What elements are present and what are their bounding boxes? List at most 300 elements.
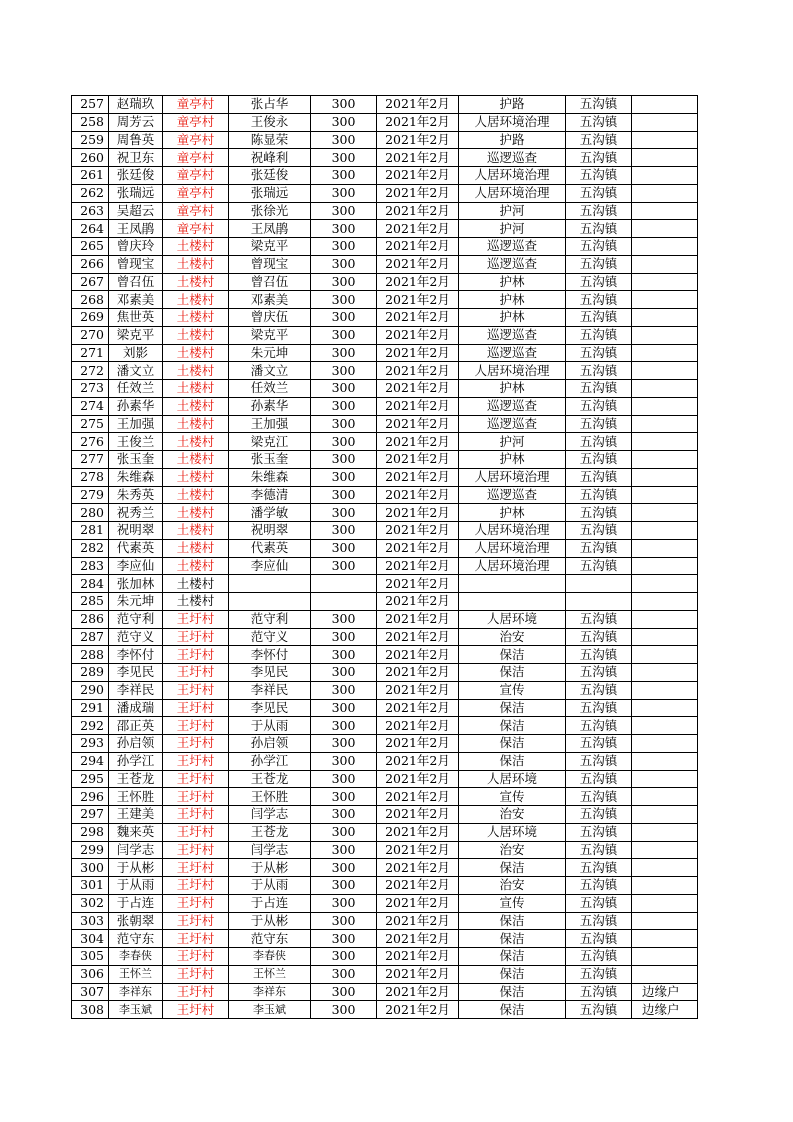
duty-cell: 人居环境治理: [459, 468, 566, 486]
row-number: 268: [72, 291, 109, 309]
town-cell: 五沟镇: [566, 735, 632, 753]
amount-cell: 300: [311, 149, 377, 167]
village-cell: 童亭村: [163, 113, 229, 131]
row-number: 298: [72, 823, 109, 841]
village-cell: 王圩村: [163, 788, 229, 806]
village-cell: 土楼村: [163, 397, 229, 415]
post-holder-cell: 张瑞远: [229, 184, 311, 202]
duty-cell: 人居环境: [459, 770, 566, 788]
post-holder-cell: 于从彬: [229, 912, 311, 930]
month-cell: 2021年2月: [377, 894, 459, 912]
name-cell: 张加林: [109, 575, 163, 593]
town-cell: 五沟镇: [566, 149, 632, 167]
amount-cell: 300: [311, 788, 377, 806]
table-row: [72, 770, 698, 788]
village-cell: 土楼村: [163, 593, 229, 611]
row-number: 280: [72, 504, 109, 522]
note-cell: [632, 930, 698, 948]
town-cell: 五沟镇: [566, 646, 632, 664]
duty-cell: 保洁: [459, 859, 566, 877]
note-cell: [632, 788, 698, 806]
name-cell: 范守义: [109, 628, 163, 646]
town-cell: 五沟镇: [566, 362, 632, 380]
row-number: 285: [72, 593, 109, 611]
post-holder-cell: [229, 575, 311, 593]
name-cell: 祝秀兰: [109, 504, 163, 522]
amount-cell: 300: [311, 912, 377, 930]
note-cell: [632, 202, 698, 220]
month-cell: 2021年2月: [377, 433, 459, 451]
row-number: 304: [72, 930, 109, 948]
village-cell: 童亭村: [163, 149, 229, 167]
village-cell: 童亭村: [163, 96, 229, 114]
town-cell: 五沟镇: [566, 681, 632, 699]
note-cell: [632, 539, 698, 557]
town-cell: 五沟镇: [566, 255, 632, 273]
note-cell: [632, 486, 698, 504]
table-row: [72, 557, 698, 575]
table-row: [72, 539, 698, 557]
duty-cell: 巡逻巡查: [459, 486, 566, 504]
town-cell: 五沟镇: [566, 220, 632, 238]
row-number: 261: [72, 167, 109, 185]
post-holder-cell: 梁克平: [229, 238, 311, 256]
duty-cell: 宣传: [459, 681, 566, 699]
row-number: 279: [72, 486, 109, 504]
row-number: 257: [72, 96, 109, 114]
duty-cell: 巡逻巡查: [459, 326, 566, 344]
post-holder-cell: 闫学志: [229, 806, 311, 824]
amount-cell: 300: [311, 699, 377, 717]
row-number: 264: [72, 220, 109, 238]
duty-cell: 保洁: [459, 646, 566, 664]
month-cell: 2021年2月: [377, 841, 459, 859]
post-holder-cell: 朱元坤: [229, 344, 311, 362]
month-cell: 2021年2月: [377, 504, 459, 522]
amount-cell: 300: [311, 859, 377, 877]
row-number: 263: [72, 202, 109, 220]
post-holder-cell: 李怀付: [229, 646, 311, 664]
row-number: 284: [72, 575, 109, 593]
table-row: [72, 522, 698, 540]
note-cell: [632, 113, 698, 131]
month-cell: 2021年2月: [377, 522, 459, 540]
town-cell: 五沟镇: [566, 788, 632, 806]
town-cell: 五沟镇: [566, 344, 632, 362]
note-cell: [632, 522, 698, 540]
village-cell: 土楼村: [163, 380, 229, 398]
note-cell: [632, 894, 698, 912]
duty-cell: 护林: [459, 291, 566, 309]
month-cell: 2021年2月: [377, 948, 459, 966]
amount-cell: 300: [311, 646, 377, 664]
post-holder-cell: 梁克平: [229, 326, 311, 344]
note-cell: [632, 806, 698, 824]
row-number: 273: [72, 380, 109, 398]
amount-cell: 300: [311, 273, 377, 291]
amount-cell: 300: [311, 735, 377, 753]
amount-cell: 300: [311, 681, 377, 699]
village-cell: 童亭村: [163, 220, 229, 238]
amount-cell: 300: [311, 948, 377, 966]
row-number: 258: [72, 113, 109, 131]
amount-cell: 300: [311, 184, 377, 202]
village-cell: 王圩村: [163, 930, 229, 948]
name-cell: 于从雨: [109, 877, 163, 895]
month-cell: 2021年2月: [377, 877, 459, 895]
row-number: 297: [72, 806, 109, 824]
village-cell: 王圩村: [163, 841, 229, 859]
duty-cell: 人居环境治理: [459, 184, 566, 202]
table-row: [72, 735, 698, 753]
month-cell: 2021年2月: [377, 628, 459, 646]
village-cell: 童亭村: [163, 167, 229, 185]
note-cell: [632, 752, 698, 770]
town-cell: 五沟镇: [566, 930, 632, 948]
month-cell: 2021年2月: [377, 664, 459, 682]
table-row: [72, 415, 698, 433]
table-row: [72, 504, 698, 522]
name-cell: 孙素华: [109, 397, 163, 415]
name-cell: 范守东: [109, 930, 163, 948]
note-cell: [632, 96, 698, 114]
name-cell: 李见民: [109, 664, 163, 682]
duty-cell: 保洁: [459, 717, 566, 735]
village-cell: 王圩村: [163, 646, 229, 664]
village-cell: 王圩村: [163, 894, 229, 912]
duty-cell: 人居环境治理: [459, 557, 566, 575]
name-cell: 邓素美: [109, 291, 163, 309]
amount-cell: 300: [311, 894, 377, 912]
duty-cell: 治安: [459, 806, 566, 824]
month-cell: 2021年2月: [377, 752, 459, 770]
note-cell: [632, 557, 698, 575]
duty-cell: 护林: [459, 451, 566, 469]
town-cell: 五沟镇: [566, 202, 632, 220]
note-cell: [632, 628, 698, 646]
row-number: 265: [72, 238, 109, 256]
town-cell: 五沟镇: [566, 397, 632, 415]
village-cell: 王圩村: [163, 610, 229, 628]
town-cell: 五沟镇: [566, 770, 632, 788]
table-row: [72, 380, 698, 398]
month-cell: 2021年2月: [377, 1001, 459, 1019]
name-cell: 张廷俊: [109, 167, 163, 185]
town-cell: 五沟镇: [566, 522, 632, 540]
town-cell: 五沟镇: [566, 806, 632, 824]
town-cell: 五沟镇: [566, 877, 632, 895]
row-number: 299: [72, 841, 109, 859]
post-holder-cell: 祝明翠: [229, 522, 311, 540]
post-holder-cell: 于从雨: [229, 717, 311, 735]
town-cell: 五沟镇: [566, 131, 632, 149]
post-holder-cell: 李应仙: [229, 557, 311, 575]
name-cell: 吴超云: [109, 202, 163, 220]
village-cell: 王圩村: [163, 628, 229, 646]
post-holder-cell: 张廷俊: [229, 167, 311, 185]
table-row: [72, 823, 698, 841]
amount-cell: 300: [311, 220, 377, 238]
amount-cell: 300: [311, 628, 377, 646]
amount-cell: 300: [311, 752, 377, 770]
month-cell: 2021年2月: [377, 131, 459, 149]
table-row: [72, 220, 698, 238]
post-holder-cell: 曾庆伍: [229, 309, 311, 327]
village-cell: 王圩村: [163, 806, 229, 824]
village-cell: 童亭村: [163, 131, 229, 149]
post-holder-cell: 曾召伍: [229, 273, 311, 291]
amount-cell: 300: [311, 841, 377, 859]
table-row: [72, 788, 698, 806]
duty-cell: 保洁: [459, 983, 566, 1001]
post-holder-cell: 梁克江: [229, 433, 311, 451]
post-holder-cell: 于占连: [229, 894, 311, 912]
month-cell: 2021年2月: [377, 238, 459, 256]
note-cell: [632, 965, 698, 983]
name-cell: 张朝翠: [109, 912, 163, 930]
row-number: 294: [72, 752, 109, 770]
month-cell: 2021年2月: [377, 717, 459, 735]
duty-cell: 护河: [459, 202, 566, 220]
amount-cell: 300: [311, 557, 377, 575]
table-row: [72, 149, 698, 167]
name-cell: 焦世英: [109, 309, 163, 327]
row-number: 292: [72, 717, 109, 735]
town-cell: 五沟镇: [566, 96, 632, 114]
duty-cell: 人居环境: [459, 610, 566, 628]
amount-cell: 300: [311, 415, 377, 433]
post-holder-cell: 邓素美: [229, 291, 311, 309]
amount-cell: 300: [311, 397, 377, 415]
name-cell: 魏来英: [109, 823, 163, 841]
village-cell: 土楼村: [163, 451, 229, 469]
duty-cell: 护河: [459, 220, 566, 238]
table-row: [72, 681, 698, 699]
table-row: [72, 96, 698, 114]
duty-cell: 保洁: [459, 948, 566, 966]
village-cell: 王圩村: [163, 699, 229, 717]
note-cell: [632, 504, 698, 522]
town-cell: 五沟镇: [566, 167, 632, 185]
post-holder-cell: 王苍龙: [229, 823, 311, 841]
note-cell: [632, 415, 698, 433]
town-cell: 五沟镇: [566, 557, 632, 575]
amount-cell: 300: [311, 238, 377, 256]
post-holder-cell: 王怀兰: [229, 965, 311, 983]
month-cell: 2021年2月: [377, 113, 459, 131]
amount-cell: 300: [311, 823, 377, 841]
row-number: 293: [72, 735, 109, 753]
town-cell: 五沟镇: [566, 841, 632, 859]
duty-cell: 保洁: [459, 912, 566, 930]
note-cell: [632, 823, 698, 841]
row-number: 283: [72, 557, 109, 575]
duty-cell: 保洁: [459, 1001, 566, 1019]
amount-cell: 300: [311, 309, 377, 327]
month-cell: 2021年2月: [377, 255, 459, 273]
note-cell: [632, 291, 698, 309]
row-number: 302: [72, 894, 109, 912]
note-cell: [632, 610, 698, 628]
name-cell: 王怀兰: [109, 965, 163, 983]
name-cell: 王怀胜: [109, 788, 163, 806]
village-cell: 王圩村: [163, 983, 229, 1001]
row-number: 286: [72, 610, 109, 628]
note-cell: [632, 184, 698, 202]
month-cell: 2021年2月: [377, 930, 459, 948]
post-holder-cell: 王俊永: [229, 113, 311, 131]
table-row: [72, 948, 698, 966]
town-cell: 五沟镇: [566, 504, 632, 522]
amount-cell: 300: [311, 770, 377, 788]
town-cell: 五沟镇: [566, 539, 632, 557]
note-cell: [632, 380, 698, 398]
duty-cell: 护林: [459, 273, 566, 291]
village-cell: 土楼村: [163, 238, 229, 256]
duty-cell: 巡逻巡查: [459, 344, 566, 362]
note-cell: [632, 948, 698, 966]
row-number: 262: [72, 184, 109, 202]
table-row: [72, 167, 698, 185]
name-cell: 王建美: [109, 806, 163, 824]
village-cell: 土楼村: [163, 504, 229, 522]
amount-cell: 300: [311, 451, 377, 469]
row-number: 278: [72, 468, 109, 486]
amount-cell: [311, 593, 377, 611]
table-row: [72, 894, 698, 912]
note-cell: [632, 238, 698, 256]
village-cell: 土楼村: [163, 433, 229, 451]
row-number: 303: [72, 912, 109, 930]
month-cell: 2021年2月: [377, 468, 459, 486]
month-cell: 2021年2月: [377, 326, 459, 344]
month-cell: 2021年2月: [377, 415, 459, 433]
amount-cell: 300: [311, 380, 377, 398]
table-row: [72, 486, 698, 504]
note-cell: [632, 859, 698, 877]
amount-cell: 300: [311, 468, 377, 486]
amount-cell: 300: [311, 539, 377, 557]
town-cell: 五沟镇: [566, 1001, 632, 1019]
name-cell: 于占连: [109, 894, 163, 912]
month-cell: 2021年2月: [377, 344, 459, 362]
amount-cell: 300: [311, 486, 377, 504]
amount-cell: 300: [311, 344, 377, 362]
table-row: [72, 397, 698, 415]
row-number: 300: [72, 859, 109, 877]
amount-cell: 300: [311, 167, 377, 185]
town-cell: 五沟镇: [566, 699, 632, 717]
duty-cell: 人居环境治理: [459, 113, 566, 131]
table-row: [72, 717, 698, 735]
note-cell: [632, 309, 698, 327]
name-cell: 范守利: [109, 610, 163, 628]
post-holder-cell: 祝峰利: [229, 149, 311, 167]
village-cell: 童亭村: [163, 202, 229, 220]
table-row: [72, 912, 698, 930]
duty-cell: 人居环境治理: [459, 362, 566, 380]
name-cell: 孙启领: [109, 735, 163, 753]
table-row: [72, 1001, 698, 1019]
name-cell: 祝卫东: [109, 149, 163, 167]
name-cell: 赵瑞玖: [109, 96, 163, 114]
amount-cell: [311, 575, 377, 593]
name-cell: 王苍龙: [109, 770, 163, 788]
post-holder-cell: 张徐光: [229, 202, 311, 220]
row-number: 306: [72, 965, 109, 983]
name-cell: 潘文立: [109, 362, 163, 380]
note-cell: [632, 326, 698, 344]
name-cell: 周芳云: [109, 113, 163, 131]
row-number: 277: [72, 451, 109, 469]
month-cell: 2021年2月: [377, 770, 459, 788]
table-row: [72, 113, 698, 131]
town-cell: 五沟镇: [566, 291, 632, 309]
duty-cell: 巡逻巡查: [459, 238, 566, 256]
table-row: [72, 664, 698, 682]
village-cell: 王圩村: [163, 752, 229, 770]
row-number: 276: [72, 433, 109, 451]
month-cell: 2021年2月: [377, 397, 459, 415]
duty-cell: 巡逻巡查: [459, 397, 566, 415]
duty-cell: 人居环境治理: [459, 167, 566, 185]
row-number: 266: [72, 255, 109, 273]
table-body: [72, 96, 698, 1019]
post-holder-cell: 王凤鹃: [229, 220, 311, 238]
village-cell: 王圩村: [163, 717, 229, 735]
name-cell: 曾召伍: [109, 273, 163, 291]
row-number: 295: [72, 770, 109, 788]
duty-cell: 护林: [459, 309, 566, 327]
duty-cell: 护林: [459, 380, 566, 398]
name-cell: 邵正英: [109, 717, 163, 735]
town-cell: 五沟镇: [566, 894, 632, 912]
town-cell: 五沟镇: [566, 433, 632, 451]
note-cell: [632, 841, 698, 859]
month-cell: 2021年2月: [377, 912, 459, 930]
name-cell: 朱秀英: [109, 486, 163, 504]
name-cell: 祝明翠: [109, 522, 163, 540]
name-cell: 王俊兰: [109, 433, 163, 451]
duty-cell: 巡逻巡查: [459, 255, 566, 273]
post-holder-cell: 王怀胜: [229, 788, 311, 806]
month-cell: 2021年2月: [377, 362, 459, 380]
village-cell: 土楼村: [163, 309, 229, 327]
name-cell: 张瑞远: [109, 184, 163, 202]
amount-cell: 300: [311, 806, 377, 824]
amount-cell: 300: [311, 877, 377, 895]
duty-cell: 保洁: [459, 699, 566, 717]
amount-cell: 300: [311, 131, 377, 149]
table-row: [72, 877, 698, 895]
duty-cell: 人居环境治理: [459, 522, 566, 540]
amount-cell: 300: [311, 362, 377, 380]
row-number: 307: [72, 983, 109, 1001]
amount-cell: 300: [311, 930, 377, 948]
month-cell: 2021年2月: [377, 823, 459, 841]
post-holder-cell: 于从彬: [229, 859, 311, 877]
row-number: 296: [72, 788, 109, 806]
amount-cell: 300: [311, 717, 377, 735]
duty-cell: [459, 593, 566, 611]
post-holder-cell: 孙启领: [229, 735, 311, 753]
note-cell: [632, 770, 698, 788]
post-holder-cell: [229, 593, 311, 611]
table-row: [72, 362, 698, 380]
month-cell: 2021年2月: [377, 167, 459, 185]
month-cell: 2021年2月: [377, 699, 459, 717]
post-holder-cell: 李玉斌: [229, 1001, 311, 1019]
